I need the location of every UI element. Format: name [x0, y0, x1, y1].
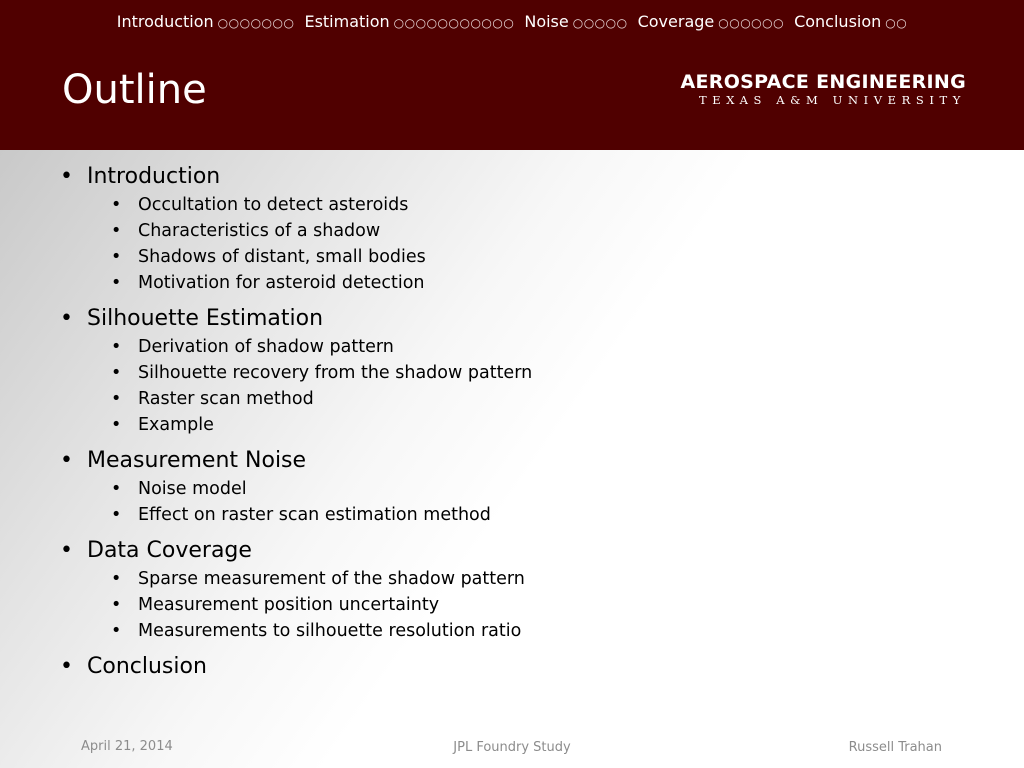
- nav-progress-dots: ○○○○○○: [718, 16, 785, 30]
- university-logo: [681, 71, 966, 107]
- outline-subtopic: [111, 192, 532, 218]
- outline-topic-label: Silhouette Estimation: [87, 306, 324, 331]
- bullet-icon: •: [111, 195, 122, 215]
- bullet-icon: •: [60, 538, 73, 563]
- bullet-icon: •: [111, 569, 122, 589]
- bullet-icon: •: [111, 247, 122, 267]
- outline-subtopic: [111, 360, 532, 386]
- outline-topic: [60, 162, 532, 296]
- logo-main-text: AEROSPACE ENGINEERING: [680, 71, 966, 93]
- nav-section-coverage[interactable]: [638, 11, 784, 34]
- outline-topic-label: Conclusion: [87, 654, 207, 679]
- outline-topic: [60, 446, 532, 528]
- nav-progress-dots: ○○○○○○○: [217, 16, 295, 30]
- outline-topic-label: Measurement Noise: [87, 448, 307, 473]
- outline-subtopic-list: [87, 192, 532, 296]
- outline-subtopic-text: Derivation of shadow pattern: [138, 337, 394, 357]
- bullet-icon: •: [111, 273, 122, 293]
- section-navigation: [0, 11, 1024, 34]
- outline-subtopic-text: Example: [138, 415, 214, 435]
- bullet-icon: •: [111, 415, 122, 435]
- outline-subtopic-list: [87, 476, 532, 528]
- outline-subtopic-text: Shadows of distant, small bodies: [138, 247, 426, 267]
- outline-subtopic: [111, 386, 532, 412]
- outline-subtopic-text: Measurements to silhouette resolution ratio: [138, 621, 522, 641]
- header-band: [0, 0, 1024, 150]
- logo-sub-text: TEXAS A&M UNIVERSITY: [699, 93, 966, 107]
- outline-subtopic: [111, 412, 532, 438]
- outline-subtopic: [111, 618, 532, 644]
- bullet-icon: •: [111, 479, 122, 499]
- outline-subtopic-text: Motivation for asteroid detection: [138, 273, 425, 293]
- nav-section-label: Coverage: [637, 12, 715, 31]
- outline-topic: [60, 652, 532, 682]
- outline-subtopic-text: Noise model: [138, 479, 247, 499]
- nav-section-label: Noise: [524, 12, 569, 31]
- footer-date: April 21, 2014: [81, 739, 173, 754]
- bullet-icon: •: [111, 389, 122, 409]
- outline-topic: [60, 536, 532, 644]
- outline-subtopic-text: Silhouette recovery from the shadow pattern: [138, 363, 533, 383]
- outline-topic-label: Introduction: [87, 164, 221, 189]
- outline-subtopic-text: Occultation to detect asteroids: [138, 195, 409, 215]
- nav-section-noise[interactable]: [524, 11, 627, 34]
- bullet-icon: •: [60, 306, 73, 331]
- bullet-icon: •: [111, 621, 122, 641]
- outline-subtopic: [111, 476, 532, 502]
- bullet-icon: •: [60, 448, 73, 473]
- outline-subtopic-text: Characteristics of a shadow: [138, 221, 381, 241]
- outline-list: [60, 162, 532, 690]
- outline-subtopic: [111, 334, 532, 360]
- bullet-icon: •: [111, 363, 122, 383]
- outline-subtopic-list: [87, 334, 532, 438]
- nav-section-conclusion[interactable]: [794, 11, 907, 34]
- outline-subtopic: [111, 218, 532, 244]
- nav-section-label: Estimation: [304, 12, 390, 31]
- outline-subtopic: [111, 592, 532, 618]
- nav-section-label: Conclusion: [794, 12, 882, 31]
- outline-subtopic: [111, 502, 532, 528]
- outline-subtopic-list: [87, 566, 532, 644]
- bullet-icon: •: [111, 221, 122, 241]
- outline-subtopic: [111, 566, 532, 592]
- slide-title: Outline: [62, 67, 207, 113]
- bullet-icon: •: [111, 505, 122, 525]
- outline-topic: [60, 304, 532, 438]
- nav-section-estimation[interactable]: [304, 11, 514, 34]
- nav-section-introduction[interactable]: [117, 11, 295, 34]
- outline-subtopic-text: Raster scan method: [138, 389, 314, 409]
- outline-subtopic-text: Measurement position uncertainty: [138, 595, 440, 615]
- nav-progress-dots: ○○: [885, 16, 908, 30]
- footer-author: Russell Trahan: [848, 740, 942, 755]
- bullet-icon: •: [60, 654, 73, 679]
- bullet-icon: •: [111, 337, 122, 357]
- bullet-icon: •: [60, 164, 73, 189]
- nav-section-label: Introduction: [116, 12, 214, 31]
- nav-progress-dots: ○○○○○○○○○○○: [393, 16, 515, 30]
- outline-subtopic: [111, 244, 532, 270]
- outline-subtopic: [111, 270, 532, 296]
- outline-topic-label: Data Coverage: [87, 538, 252, 563]
- outline-subtopic-text: Effect on raster scan estimation method: [138, 505, 491, 525]
- nav-progress-dots: ○○○○○: [572, 16, 628, 30]
- outline-subtopic-text: Sparse measurement of the shadow pattern: [138, 569, 525, 589]
- footer-title: JPL Foundry Study: [453, 740, 571, 755]
- bullet-icon: •: [111, 595, 122, 615]
